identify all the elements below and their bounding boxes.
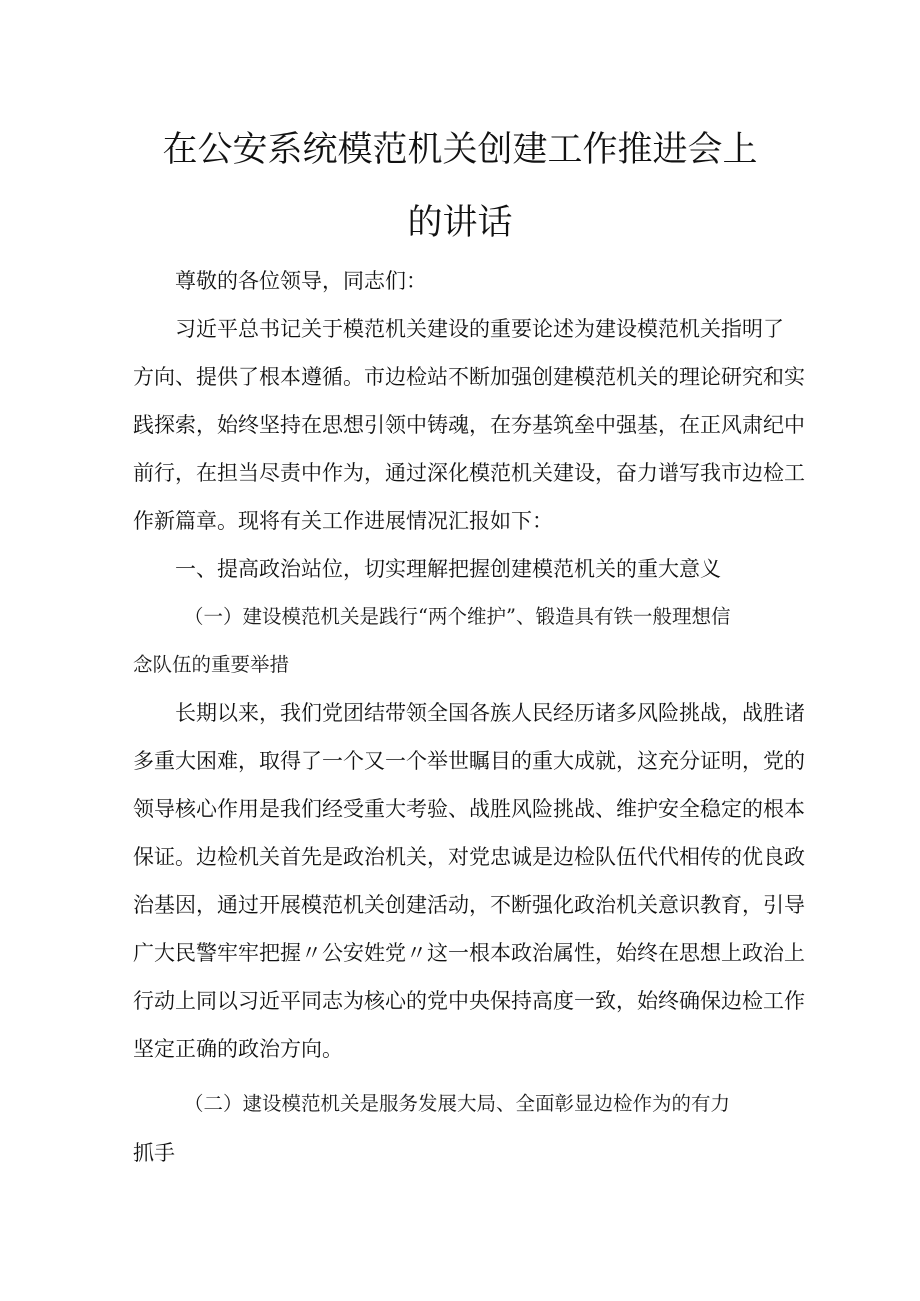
paragraph-line: 作新篇章。现将有关工作进展情况汇报如下： — [133, 509, 553, 533]
subsection-heading-line: （二）逮设模范机关是服务发展大局、全面彰显边检作为的有力 — [184, 1092, 731, 1115]
paragraph-line: 治基因，通过开展模范机关创建活动，不断强化政治机关意识教育，引导 — [133, 893, 805, 917]
paragraph-line: 领导核心作用是我们经受重大考验、战胜风险挑战、维护安全稳定的根本 — [133, 797, 805, 821]
subsection-heading-line: （一）建设模范机关是践行“两个维护”、锻造具有铁一般理想信 — [184, 605, 731, 628]
paragraph-line: 前行，在担当尽责中作为，通过深化模范机关建设，奋力谱写我市边检工 — [133, 461, 805, 485]
document-title-line-2: 的讲话 — [407, 203, 513, 243]
paragraph-line: 习近平总书记关于模范机关建设的重要论述为建设模范机关指明了 — [175, 317, 784, 341]
paragraph-line: 保证。边检机关首先是政治机关，对党忠诚是边检队伍代代相传的优良政 — [133, 845, 805, 869]
paragraph-line: 长期以来，我们党团结带领全国各族人民经历诸多风险挑战，战胜诸 — [175, 701, 805, 725]
paragraph-line: 多重大困难，取得了一个又一个举世瞩目的重大成就，这充分证明，党的 — [133, 749, 805, 773]
paragraph-line: 坚定正确的政治方向。 — [133, 1037, 343, 1061]
subsection-heading-line: 抓手 — [133, 1141, 175, 1165]
paragraph-line: 方向、提供了根本遵循。市边检站不断加强创建模范机关的理论研究和实 — [133, 365, 805, 389]
document-title-line-1: 在公安系统模范机关创建工作推进会上 — [162, 130, 758, 170]
salutation: 尊敬的各位领导，同志们： — [175, 269, 427, 293]
paragraph-line: 行动上同以习近平同志为核心的党中央保持高度一致，始终确保边检工作 — [133, 989, 805, 1013]
subsection-heading-line: 念队伍的重要举措 — [133, 653, 290, 676]
paragraph-line: 践探索，始终坚持在思想引领中铸魂，在夯基筑垒中强基，在正风肃纪中 — [133, 413, 805, 437]
paragraph-line: 广大民警牢牢把握〃公安姓党〃这一根本政治属性，始终在思想上政治上 — [133, 941, 805, 965]
section-heading: 一、提高政治站位，切实理解把握创建模范机关的重大意义 — [175, 557, 721, 581]
